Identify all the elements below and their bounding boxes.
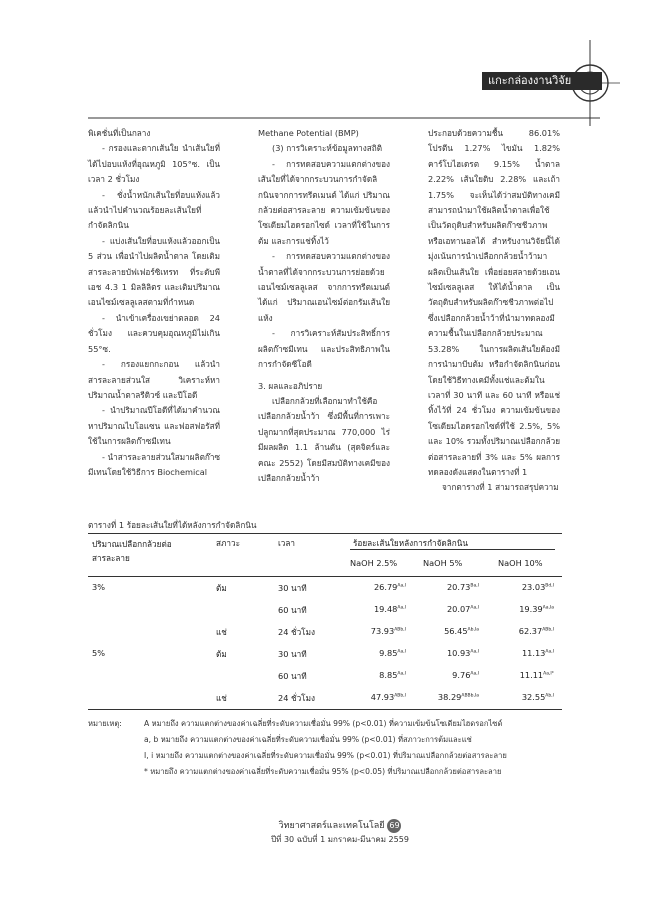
note-line: * หมายถึง ความแตกต่างของค่าเฉลี่ยที่ระดับความเชื่อมั่น 95% (p<0.05) ที่ปริมาณเปลือกกล้วยต่อสารละลาย — [144, 767, 502, 776]
row-value — [423, 604, 479, 614]
paragraph: ประกอบด้วยความชื้น 86.01% โปรตีน 1.27% ไขมัน 1.82% คาร์โบไฮเดรต 9.15% น้ำตาล 2.22% เส้นใยดิบ 2.28% และเถ้า 1.75% จะเห็นได้ว่าสมบัติทางเคมีสามารถนำมาใช้ผลิตน้ำตาลเพื่อใช้เป็นวัตถุดิบสำหรับผลิตก๊าซชีวภาพ หรือเอทานอลได้ สำหรับงานวิจัยนี้ได้มุ่งเน้นการนำเปลือกกล้วยน้ำว้ามาผลิตเป็นเส้นใย เพื่อย่อยสลายด้วยเอนไซม์เซลลูเลส ให้ได้น้ำตาล เป็นวัตถุดิบสำหรับผลิตก๊าซชีวภาพต่อไป ซึ่งเปลือกกล้วยน้ำว้าที่นำมาทดลองมีความชื้นในเปลือกกล้วยประมาณ 53.28% ในการผลิตเส้นใยต้องมีการนำมาบีบต้ม หรือกำจัดลิกนินก่อน โดยใช้วิธีทางเคมีทั้งแช่และต้มในเวลาที่ 30 นาที และ 60 นาที หรือแช่ทิ้งไว้ที่ 24 ชั่วโมง ความเข้มข้นของโซเดียมไฮดรอกไซด์ที่ใช้ 2.5%, 5% และ 10% รวมทั้งปริมาณเปลือกกล้วยต่อสารละลายที่ 3% และ 5% ผลการทดลองดังแสดงในตารางที่ 1 — [428, 128, 560, 477]
journal-name: วิทยาศาสตร์และเทคโนโลยี — [278, 821, 385, 831]
paragraph: - กรองแยกกะกอน แล้วนำสารละลายส่วนใส วิเคราะห์หาปริมาณน้ำตาลรีดิวซ์ และปีโอดี — [88, 359, 220, 400]
paragraph: - ชั่งน้ำหนักเส้นใยที่อบแห้งแล้ว แล้วนำไปคำนวณร้อยละเส้นใยที่กำจัดลิกนิน — [88, 189, 220, 231]
value-number: 9.76 — [452, 670, 471, 680]
table-row — [88, 599, 562, 621]
results-table — [88, 533, 562, 710]
row-time: 60 นาที — [278, 605, 307, 615]
value-superscript: ABBb,Ia — [461, 693, 479, 699]
row-ratio: 5% — [92, 648, 105, 658]
paragraph: - การวิเคราะห์สัมประสิทธิ์การผลิตก๊าซมีเทน และประสิทธิภาพในการกำจัดซีโอดี — [258, 328, 390, 370]
value-number: 20.07 — [446, 604, 471, 614]
row-value — [498, 670, 554, 680]
page-number: 69 — [387, 819, 401, 833]
row-value — [423, 626, 479, 636]
row-value — [350, 670, 406, 680]
value-superscript: Ba,I — [470, 583, 479, 589]
text-column-2 — [258, 126, 390, 486]
row-value — [423, 582, 479, 592]
section-heading: 3. ผลและอภิปราย — [258, 380, 323, 391]
table-row — [88, 621, 562, 643]
value-number: 56.45 — [444, 626, 468, 636]
value-number: 19.48 — [373, 604, 398, 614]
value-number: 11.13 — [521, 648, 546, 658]
value-superscript: Aa,I — [397, 671, 406, 677]
paragraph: - แบ่งเส้นใยที่อบแห้งแล้วออกเป็น 5 ส่วน เพื่อนำไปผลิตน้ำตาล โดยเติมสารละลายบัฟเฟอร์ซิเทรท ที่ระดับพีเอช 4.3 1 มิลลิลิตร และเติมปริมาณเอนไซม์เซลลูเลสตามที่กำหนด — [88, 235, 220, 308]
value-superscript: Aa,I — [397, 649, 406, 655]
value-number: 8.85 — [379, 670, 398, 680]
table-body — [88, 577, 562, 709]
value-number: 20.73 — [446, 582, 471, 592]
paragraph: พิเคชั่นที่เป็นกลาง — [88, 128, 151, 138]
note-line: a, b หมายถึง ความแตกต่างของค่าเฉลี่ยที่ระดับความเชื่อมั่น 99% (p<0.01) ที่สภาวะการต้มและแช่ — [144, 735, 472, 744]
header-divider — [350, 549, 555, 550]
paragraph: - การทดสอบความแตกต่างของน้ำตาลที่ได้จากกระบวนการย่อยด้วยเอนไซม์เซลลูเลส จากการทรีตเมนต์ ได้แก่ ปริมาณเอนไซม์ต่อกรัมเส้นใยแห้ง — [258, 251, 390, 323]
header-time: เวลา — [278, 538, 296, 548]
value-superscript: Aa,I — [397, 605, 406, 611]
row-value — [350, 604, 406, 614]
row-value — [498, 626, 554, 636]
row-time: 24 ชั่วโมง — [278, 627, 315, 637]
notes-label: หมายเหตุ: — [88, 719, 122, 728]
paragraph: - นำปริมาณปีโอดีที่ได้มาคำนวณหาปริมาณไบโอแซน และฟอสฟอรัสที่ใช้ในการผลิตก๊าซมีเทน — [88, 405, 220, 447]
table-row — [88, 577, 562, 599]
paragraph: - กรองและตากเส้นใย นำเส้นใยที่ได้ไปอบแห้งที่อุณหภูมิ 105°ซ. เป็นเวลา 2 ชั่วโมง — [88, 143, 220, 185]
table-row — [88, 643, 562, 665]
header-naoh-5: NaOH 5% — [423, 558, 463, 568]
note-line: I, i หมายถึง ความแตกต่างของค่าเฉลี่ยที่ระดับความเชื่อมั่น 99% (p<0.01) ที่ปริมาณเปลือกกล้วยต่อสารละลาย — [144, 751, 507, 760]
value-superscript: Bd,I — [545, 583, 554, 589]
note-line: A หมายถึง ความแตกต่างของค่าเฉลี่ยที่ระดับความเชื่อมั่น 99% (p<0.01) ที่ความเข้มข้นโซเดียมไฮดรอกไซด์ — [144, 719, 503, 728]
table-caption: ตารางที่ 1 ร้อยละเส้นใยที่ได้หลังการกำจัดลิกนิน — [88, 520, 257, 530]
value-superscript: ABb,I — [394, 627, 406, 633]
header-ratio: ปริมาณเปลือกกล้วยต่อสารละลาย — [92, 539, 172, 563]
row-value — [350, 626, 406, 636]
row-state: แช่ — [216, 627, 227, 637]
row-state: ต้ม — [216, 649, 227, 659]
row-value — [350, 648, 406, 658]
value-number: 32.55 — [521, 692, 546, 702]
row-time: 30 นาที — [278, 583, 307, 593]
row-value — [350, 582, 406, 592]
paragraph: จากตารางที่ 1 สามารถสรุปความ — [442, 482, 559, 493]
header-group: ร้อยละเส้นใยหลังการกำจัดลิกนิน — [353, 538, 468, 548]
value-number: 19.39 — [519, 604, 543, 614]
value-superscript: Ab,I — [545, 693, 554, 699]
header-state: สภาวะ — [216, 538, 240, 548]
header-naoh-10: NaOH 10% — [498, 558, 543, 568]
table-notes — [88, 716, 568, 780]
row-ratio: 3% — [92, 582, 105, 592]
value-superscript: Aa,I* — [543, 671, 554, 677]
row-state: แช่ — [216, 693, 227, 703]
value-number: 26.79 — [373, 582, 398, 592]
row-value — [498, 582, 554, 592]
row-value — [423, 692, 479, 702]
value-superscript: Aa,I — [470, 671, 479, 677]
value-superscript: ABb,I — [394, 693, 406, 699]
text-column-3 — [428, 126, 560, 496]
value-number: 47.93 — [370, 692, 395, 702]
paragraph: - นำสารละลายส่วนใสมาผลิตก๊าซมีเทนโดยใช้วิธีการ Biochemical — [88, 451, 220, 477]
table-row — [88, 665, 562, 687]
row-value — [498, 692, 554, 702]
text-column-1 — [88, 126, 220, 480]
row-state: ต้ม — [216, 583, 227, 593]
value-number: 9.85 — [379, 648, 398, 658]
value-number: 62.37 — [518, 626, 543, 636]
value-superscript: Aa,I — [470, 649, 479, 655]
page-footer — [240, 818, 440, 846]
paragraph: - การทดสอบความแตกต่างของเส้นใยที่ได้จากกระบวนการกำจัดลิกนินจากการทรีตเมนต์ ได้แก่ ปริมาณกล้วยต่อสารละลาย ความเข้มข้นของโซเดียมไฮดรอกไซด์ เวลาที่ใช้ในการต้ม และการแช่ทิ้งไว้ — [258, 158, 390, 246]
row-value — [498, 648, 554, 658]
value-number: 38.29 — [437, 692, 462, 702]
issue-info: ปีที่ 30 ฉบับที่ 1 มกราคม-มีนาคม 2559 — [271, 835, 409, 844]
value-superscript: ABb,I — [542, 627, 554, 633]
row-value — [350, 692, 406, 702]
value-number: 23.03 — [521, 582, 546, 592]
section-title: แกะกล่องงานวิจัย — [482, 72, 602, 90]
paragraph: - นำเข้าเครื่องเขย่าตลอด 24 ชั่วโมง และควบคุมอุณหภูมิไม่เกิน 55°ซ. — [88, 312, 220, 354]
value-superscript: Aa,I — [545, 649, 554, 655]
row-time: 60 นาที — [278, 671, 307, 681]
value-superscript: Aa,I — [470, 605, 479, 611]
row-time: 24 ชั่วโมง — [278, 693, 315, 703]
value-superscript: Aa,I — [397, 583, 406, 589]
paragraph: Methane Potential (BMP) — [258, 128, 359, 138]
value-number: 10.93 — [446, 648, 471, 658]
table-row — [88, 687, 562, 709]
row-value — [423, 648, 479, 658]
value-number: 73.93 — [370, 626, 395, 636]
value-superscript: Ab,Ia — [467, 627, 479, 633]
table-header — [88, 534, 562, 577]
row-value — [498, 604, 554, 614]
value-number: 11.11 — [519, 670, 544, 680]
header-decoration — [0, 0, 654, 140]
value-superscript: Aa,Ia — [542, 605, 554, 611]
row-value — [423, 670, 479, 680]
row-time: 30 นาที — [278, 649, 307, 659]
header-naoh-2-5: NaOH 2.5% — [350, 558, 398, 568]
paragraph: (3) การวิเคราะห์ข้อมูลทางสถิติ — [272, 143, 383, 154]
paragraph: เปลือกกล้วยที่เลือกมาทำใช้คือ เปลือกกล้วยน้ำว้า ซึ่งมีพื้นที่การเพาะปลูกมากที่สุดประมาณ 770,000 ไร่ มีผลผลิต 1.1 ล้านตัน (สุดจิตร์และคณะ 2552) โดยมีสมบัติทางเคมีของเปลือกกล้วยน้ำว้า — [258, 395, 390, 483]
